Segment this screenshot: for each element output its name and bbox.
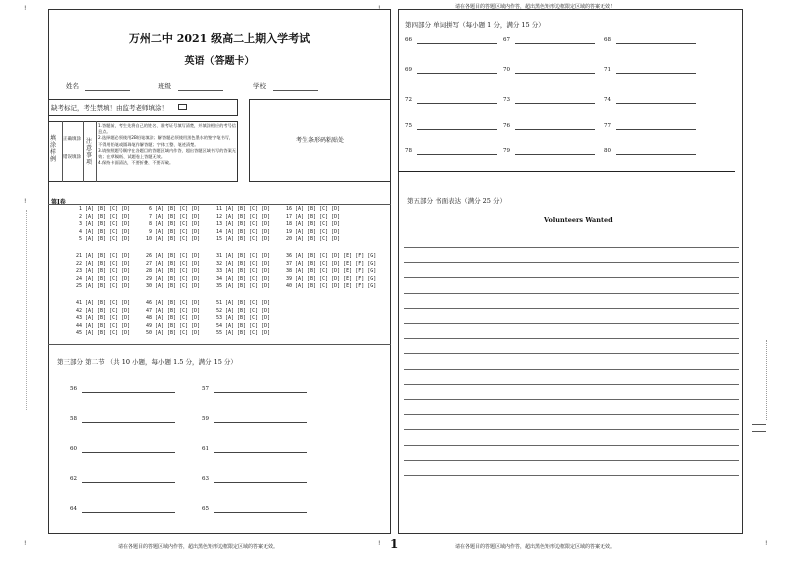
- choice-row[interactable]: [72, 276, 130, 282]
- page-number: 1: [390, 537, 399, 551]
- choice-row[interactable]: [212, 323, 270, 329]
- answer-blank[interactable]: [70, 476, 77, 482]
- question-number: 36: [285, 253, 292, 259]
- choice-options[interactable]: [A] [B] [C] [D]: [155, 307, 201, 314]
- choice-options[interactable]: [A] [B] [C] [D]: [295, 236, 341, 242]
- choice-options[interactable]: [A] [B] [C] [D]: [155, 268, 201, 274]
- question-number: 41: [75, 300, 82, 306]
- writing-line[interactable]: [404, 247, 739, 248]
- choice-row[interactable]: [212, 300, 270, 306]
- answer-blank[interactable]: [70, 446, 77, 452]
- answer-blank[interactable]: [202, 446, 209, 452]
- answer-number: 67: [503, 37, 510, 43]
- choice-options[interactable]: [A] [B] [C] [D]: [85, 206, 131, 212]
- question-number: 31: [215, 253, 222, 259]
- choice-row[interactable]: [212, 315, 270, 321]
- choice-row[interactable]: [282, 214, 340, 220]
- question-number: 19: [285, 228, 292, 235]
- choice-row[interactable]: [142, 221, 200, 227]
- answer-number: 58: [70, 416, 77, 422]
- choice-options[interactable]: [A] [B] [C] [D]: [85, 283, 131, 289]
- answer-number: 79: [503, 148, 510, 154]
- correct-fill-label: 正确填涂: [63, 137, 81, 142]
- answer-number: 60: [70, 446, 77, 452]
- choice-options[interactable]: [A] [B] [C] [D]: [155, 283, 201, 289]
- question-number: 48: [145, 315, 152, 321]
- choice-options[interactable]: [A] [B] [C] [D]: [225, 268, 271, 274]
- question-number: 16: [285, 206, 292, 212]
- answer-number: 64: [70, 506, 77, 512]
- answer-blank[interactable]: [604, 67, 611, 73]
- writing-line[interactable]: [404, 399, 739, 400]
- choice-row[interactable]: [282, 283, 376, 289]
- question-number: 3: [78, 221, 82, 227]
- choice-options[interactable]: [A] [B] [C] [D]: [85, 307, 131, 314]
- choice-options[interactable]: [A] [B] [C] [D] [E] [F] [G]: [295, 268, 377, 274]
- choice-options[interactable]: [A] [B] [C] [D]: [155, 300, 201, 306]
- answer-number: 57: [202, 386, 209, 392]
- choice-row[interactable]: [72, 330, 130, 336]
- choice-options[interactable]: [A] [B] [C] [D] [E] [F] [G]: [295, 260, 377, 267]
- answer-number: 74: [604, 97, 611, 103]
- answer-number: 63: [202, 476, 209, 482]
- question-number: 40: [285, 283, 292, 289]
- choice-row[interactable]: [142, 214, 200, 220]
- name-line[interactable]: [85, 90, 130, 91]
- choice-row[interactable]: [142, 308, 200, 314]
- question-number: 50: [145, 330, 152, 336]
- choice-row[interactable]: [212, 330, 270, 336]
- choice-options[interactable]: [A] [B] [C] [D]: [225, 300, 271, 306]
- choice-options[interactable]: [A] [B] [C] [D]: [225, 322, 271, 329]
- question-number: 45: [75, 330, 82, 336]
- exam-title: 万州二中 2021 级高二上期入学考试: [128, 32, 311, 45]
- answer-number: 66: [405, 37, 412, 43]
- choice-options[interactable]: [A] [B] [C] [D]: [225, 283, 271, 289]
- question-number: 25: [75, 283, 82, 289]
- question-number: 51: [215, 300, 222, 306]
- question-number: 47: [145, 307, 152, 314]
- bottom-notice-left: 请在各题目的答题区域内作答，超出黑色矩形边框限定区域的答案无效。: [118, 544, 279, 550]
- writing-line[interactable]: [404, 414, 739, 415]
- question-number: 28: [145, 268, 152, 274]
- question-number: 29: [145, 275, 152, 282]
- choice-options[interactable]: [A] [B] [C] [D]: [155, 260, 201, 267]
- answer-blank[interactable]: [503, 148, 510, 154]
- bottom-notice-right: 请在各题目的答题区域内作答，超出黑色矩形边框限定区域的答案无效。: [455, 544, 616, 550]
- choice-row[interactable]: [282, 229, 340, 235]
- section1-label: 第Ⅰ卷: [51, 199, 66, 206]
- question-number: 26: [145, 253, 152, 259]
- answer-blank[interactable]: [405, 37, 412, 43]
- choice-row[interactable]: [72, 206, 130, 212]
- answer-number: 71: [604, 67, 611, 73]
- essay-title: Volunteers Wanted: [544, 216, 613, 224]
- writing-line[interactable]: [404, 277, 739, 278]
- question-number: 49: [145, 322, 152, 329]
- question-number: 42: [75, 307, 82, 314]
- choice-options[interactable]: [A] [B] [C] [D]: [225, 253, 271, 259]
- question-number: 14: [215, 228, 222, 235]
- answer-blank[interactable]: [202, 506, 209, 512]
- choice-row[interactable]: [212, 214, 270, 220]
- answer-blank[interactable]: [604, 97, 611, 103]
- choice-options[interactable]: [A] [B] [C] [D]: [225, 260, 271, 267]
- question-number: 5: [78, 236, 82, 242]
- writing-line[interactable]: [404, 460, 739, 461]
- question-number: 27: [145, 260, 152, 267]
- question-number: 12: [215, 213, 222, 220]
- question-number: 20: [285, 236, 292, 242]
- question-number: 39: [285, 275, 292, 282]
- question-number: 38: [285, 268, 292, 274]
- absent-checkbox[interactable]: [178, 104, 187, 110]
- writing-line[interactable]: [404, 323, 739, 324]
- question-number: 6: [148, 206, 152, 212]
- notice-item: 2.选择题必须使用2B铅笔填涂；解答题必须使用黑色墨水的签字笔书写，不得用铅笔或圆珠笔作解答题；字体工整、笔迹清楚。: [98, 135, 234, 147]
- answer-blank[interactable]: [503, 97, 510, 103]
- answer-number: 59: [202, 416, 209, 422]
- choice-row[interactable]: [212, 221, 270, 227]
- choice-options[interactable]: [A] [B] [C] [D]: [85, 213, 131, 220]
- answer-number: 68: [604, 37, 611, 43]
- writing-line[interactable]: [404, 445, 739, 446]
- writing-line[interactable]: [404, 353, 739, 354]
- absent-note: 缺考标记，考生禁填！由监考老师填涂！: [51, 104, 168, 112]
- question-number: 32: [215, 260, 222, 267]
- question-number: 54: [215, 322, 222, 329]
- choice-row[interactable]: [282, 253, 376, 259]
- choice-options[interactable]: [A] [B] [C] [D]: [295, 206, 341, 212]
- answer-number: 65: [202, 506, 209, 512]
- choice-row[interactable]: [142, 283, 200, 289]
- choice-options[interactable]: [A] [B] [C] [D]: [155, 236, 201, 242]
- notice-heading: 注意事项: [86, 138, 93, 166]
- choice-options[interactable]: [A] [B] [C] [D]: [155, 228, 201, 235]
- notice-item: 4.保持卡面清洁，不要折叠、不要弄破。: [98, 160, 174, 166]
- choice-options[interactable]: [A] [B] [C] [D]: [295, 213, 341, 220]
- writing-line[interactable]: [404, 369, 739, 370]
- choice-options[interactable]: [A] [B] [C] [D] [E] [F] [G]: [295, 275, 377, 282]
- school-label: 学校: [253, 82, 266, 90]
- choice-options[interactable]: [A] [B] [C] [D]: [225, 228, 271, 235]
- question-number: 35: [215, 283, 222, 289]
- answer-blank[interactable]: [405, 148, 412, 154]
- question-number: 52: [215, 307, 222, 314]
- choice-row[interactable]: [212, 283, 270, 289]
- choice-options[interactable]: [A] [B] [C] [D]: [155, 322, 201, 329]
- choice-options[interactable]: [A] [B] [C] [D]: [155, 213, 201, 220]
- choice-options[interactable]: [A] [B] [C] [D]: [155, 275, 201, 282]
- answer-blank[interactable]: [202, 386, 209, 392]
- choice-options[interactable]: [A] [B] [C] [D]: [85, 260, 131, 267]
- choice-row[interactable]: [142, 268, 200, 274]
- question-number: 53: [215, 315, 222, 321]
- choice-options[interactable]: [A] [B] [C] [D]: [295, 221, 341, 227]
- choice-row[interactable]: [72, 323, 130, 329]
- answer-number: 69: [405, 67, 412, 73]
- choice-row[interactable]: [72, 214, 130, 220]
- choice-row[interactable]: [212, 236, 270, 242]
- choice-options[interactable]: [A] [B] [C] [D]: [85, 268, 131, 274]
- choice-options[interactable]: [A] [B] [C] [D]: [155, 315, 201, 321]
- question-number: 15: [215, 236, 222, 242]
- choice-row[interactable]: [72, 283, 130, 289]
- notice-item: 3.请按照题号顺序在各题目的答题区域内作答，超出答题区域书写的答案无效；在草稿纸、试题卷上答题无效。: [98, 147, 236, 160]
- choice-options[interactable]: [A] [B] [C] [D]: [155, 253, 201, 259]
- choice-options[interactable]: [A] [B] [C] [D]: [85, 228, 131, 235]
- answer-blank[interactable]: [604, 37, 611, 43]
- question-number: 37: [285, 260, 292, 267]
- choice-row[interactable]: [282, 206, 340, 212]
- writing-line[interactable]: [404, 384, 739, 385]
- question-number: 17: [285, 213, 292, 220]
- choice-row[interactable]: [72, 261, 130, 267]
- choice-row[interactable]: [142, 276, 200, 282]
- section4-title: 第四部分 单词拼写（每小题 1 分，满分 15 分）: [405, 21, 545, 29]
- school-line[interactable]: [273, 90, 318, 91]
- question-number: 11: [215, 206, 222, 212]
- question-number: 46: [145, 300, 152, 306]
- question-number: 55: [215, 330, 222, 336]
- answer-number: 75: [405, 123, 412, 129]
- choice-row[interactable]: [212, 253, 270, 259]
- corner-mark: !: [24, 540, 27, 547]
- question-number: 23: [75, 268, 82, 274]
- question-number: 24: [75, 275, 82, 282]
- question-number: 22: [75, 260, 82, 267]
- answer-blank[interactable]: [70, 506, 77, 512]
- choice-row[interactable]: [142, 261, 200, 267]
- choice-row[interactable]: [72, 268, 130, 274]
- choice-row[interactable]: [142, 229, 200, 235]
- choice-row[interactable]: [142, 315, 200, 321]
- question-number: 21: [75, 253, 82, 259]
- corner-mark: !: [24, 5, 27, 12]
- choice-options[interactable]: [A] [B] [C] [D] [E] [F] [G]: [295, 283, 377, 289]
- choice-options[interactable]: [A] [B] [C] [D]: [225, 307, 271, 314]
- choice-options[interactable]: [A] [B] [C] [D]: [155, 330, 201, 336]
- choice-options[interactable]: [A] [B] [C] [D]: [225, 213, 271, 220]
- choice-row[interactable]: [142, 323, 200, 329]
- answer-number: 61: [202, 446, 209, 452]
- choice-options[interactable]: [A] [B] [C] [D]: [225, 221, 271, 227]
- exam-subtitle: 英语（答题卡）: [184, 56, 255, 67]
- writing-line[interactable]: [404, 338, 739, 339]
- choice-row[interactable]: [72, 300, 130, 306]
- choice-options[interactable]: [A] [B] [C] [D]: [85, 236, 131, 242]
- choice-row[interactable]: [142, 253, 200, 259]
- question-number: 34: [215, 275, 222, 282]
- question-number: 10: [145, 236, 152, 242]
- answer-number: 72: [405, 97, 412, 103]
- section3-title: 第三部分 第二节 （共 10 小题，每小题 1.5 分，满分 15 分）: [57, 358, 237, 366]
- choice-options[interactable]: [A] [B] [C] [D]: [295, 228, 341, 235]
- choice-row[interactable]: [212, 261, 270, 267]
- writing-line[interactable]: [404, 308, 739, 309]
- writing-line[interactable]: [404, 475, 739, 476]
- question-number: 43: [75, 315, 82, 321]
- writing-line[interactable]: [404, 429, 739, 430]
- class-line[interactable]: [178, 90, 223, 91]
- choice-row[interactable]: [282, 236, 340, 242]
- answer-number: 62: [70, 476, 77, 482]
- choice-options[interactable]: [A] [B] [C] [D]: [85, 221, 131, 227]
- choice-row[interactable]: [72, 221, 130, 227]
- choice-row[interactable]: [212, 206, 270, 212]
- question-number: 44: [75, 322, 82, 329]
- answer-number: 77: [604, 123, 611, 129]
- section5-title: 第五部分 书面表达（满分 25 分）: [407, 197, 506, 205]
- question-number: 2: [78, 213, 82, 220]
- choice-row[interactable]: [212, 276, 270, 282]
- choice-row[interactable]: [72, 229, 130, 235]
- choice-row[interactable]: [72, 308, 130, 314]
- choice-options[interactable]: [A] [B] [C] [D]: [225, 315, 271, 321]
- choice-row[interactable]: [212, 229, 270, 235]
- question-number: 18: [285, 221, 292, 227]
- choice-row[interactable]: [212, 268, 270, 274]
- right-panel: [398, 9, 743, 534]
- barcode-label: 考生条形码粘贴处: [295, 137, 344, 144]
- choice-options[interactable]: [A] [B] [C] [D]: [225, 275, 271, 282]
- choice-options[interactable]: [A] [B] [C] [D] [E] [F] [G]: [295, 253, 377, 259]
- answer-blank[interactable]: [503, 123, 510, 129]
- answer-blank[interactable]: [405, 67, 412, 73]
- notice-item: 1.答题前，考生先将自己的姓名、准考证号填写清楚，并填涂相应的考号信息点。: [98, 123, 236, 135]
- answer-number: 73: [503, 97, 510, 103]
- choice-row[interactable]: [72, 253, 130, 259]
- answer-blank[interactable]: [70, 386, 77, 392]
- answer-blank[interactable]: [70, 416, 77, 422]
- corner-mark: !: [378, 5, 381, 12]
- question-number: 1: [78, 206, 82, 212]
- answer-number: 70: [503, 67, 510, 73]
- wrong-fill-label: 错误填涂: [63, 155, 81, 160]
- answer-blank[interactable]: [604, 123, 611, 129]
- answer-blank[interactable]: [405, 97, 412, 103]
- choice-options[interactable]: [A] [B] [C] [D]: [225, 236, 271, 242]
- choice-row[interactable]: [282, 261, 376, 267]
- answer-number: 78: [405, 148, 412, 154]
- choice-options[interactable]: [A] [B] [C] [D]: [85, 315, 131, 321]
- choice-row[interactable]: [282, 221, 340, 227]
- corner-mark: !: [378, 540, 381, 547]
- class-label: 班级: [158, 82, 171, 90]
- choice-row[interactable]: [142, 300, 200, 306]
- answer-number: 80: [604, 148, 611, 154]
- answer-number: 56: [70, 386, 77, 392]
- question-number: 7: [148, 213, 152, 220]
- top-notice: 请在各题目的答题区域内作答，超出黑色矩形边框限定区域的答案无效！: [455, 4, 616, 10]
- choice-options[interactable]: [A] [B] [C] [D]: [85, 275, 131, 282]
- choice-row[interactable]: [142, 206, 200, 212]
- writing-line[interactable]: [404, 293, 739, 294]
- choice-options[interactable]: [A] [B] [C] [D]: [85, 330, 131, 336]
- choice-row[interactable]: [142, 236, 200, 242]
- choice-row[interactable]: [282, 268, 376, 274]
- example-label: 填涂样例: [50, 135, 57, 163]
- writing-line[interactable]: [404, 262, 739, 263]
- choice-row[interactable]: [212, 308, 270, 314]
- question-number: 30: [145, 283, 152, 289]
- choice-options[interactable]: [A] [B] [C] [D]: [155, 206, 201, 212]
- answer-blank[interactable]: [604, 148, 611, 154]
- choice-options[interactable]: [A] [B] [C] [D]: [155, 221, 201, 227]
- question-number: 4: [78, 228, 82, 235]
- corner-mark: !: [24, 198, 27, 205]
- answer-blank[interactable]: [503, 67, 510, 73]
- choice-row[interactable]: [142, 330, 200, 336]
- choice-options[interactable]: [A] [B] [C] [D]: [225, 330, 271, 336]
- choice-options[interactable]: [A] [B] [C] [D]: [225, 206, 271, 212]
- answer-number: 76: [503, 123, 510, 129]
- question-number: 9: [148, 228, 152, 235]
- choice-options[interactable]: [A] [B] [C] [D]: [85, 253, 131, 259]
- choice-row[interactable]: [72, 236, 130, 242]
- name-label: 姓名: [66, 82, 79, 90]
- answer-blank[interactable]: [503, 37, 510, 43]
- choice-row[interactable]: [282, 276, 376, 282]
- question-number: 33: [215, 268, 222, 274]
- question-number: 8: [148, 221, 152, 227]
- question-number: 13: [215, 221, 222, 227]
- answer-blank[interactable]: [405, 123, 412, 129]
- answer-blank[interactable]: [202, 476, 209, 482]
- choice-options[interactable]: [A] [B] [C] [D]: [85, 300, 131, 306]
- choice-row[interactable]: [72, 315, 130, 321]
- choice-options[interactable]: [A] [B] [C] [D]: [85, 322, 131, 329]
- corner-mark: !: [765, 540, 768, 547]
- answer-blank[interactable]: [202, 416, 209, 422]
